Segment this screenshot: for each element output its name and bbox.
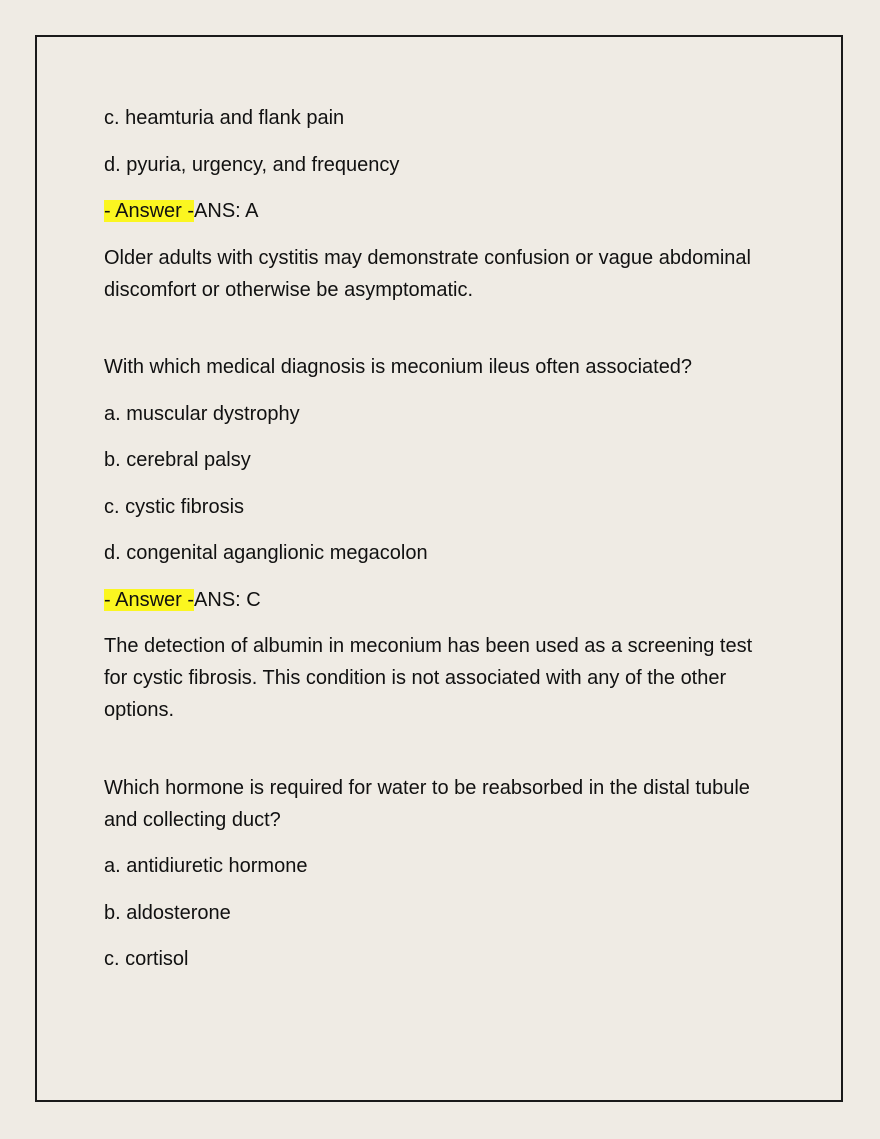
spacer [104, 320, 774, 351]
q3-option-c: c. cortisol [104, 948, 189, 970]
document-content [104, 102, 774, 990]
q2-option-c: c. cystic fibrosis [104, 495, 245, 518]
q1-rationale: Older adults with cystitis may demonstrate confusion or vague abdominal discomfort or otherwise be asymptomatic. [104, 246, 751, 301]
q2-option-d: d. congenital aganglionic megacolon [104, 542, 428, 564]
q1-option-c: c. heamturia and flank pain [104, 107, 345, 129]
q3-option-a: a. antidiuretic hormone [104, 855, 308, 877]
q2-question: With which medical diagnosis is meconium ileus often associated? [104, 356, 693, 378]
q2-rationale: The detection of albumin in meconium has been used as a screening test for cystic fibrosis. This condition is not associated with any of the other options. [104, 635, 753, 721]
q3-question: Which hormone is required for water to be reabsorbed in the distal tubule and collecting duct? [104, 776, 750, 831]
q3-option-b: b. aldosterone [104, 901, 231, 924]
answer-highlight: - Answer - [104, 200, 195, 222]
answer-value: ANS: C [194, 588, 261, 611]
q1-option-d: d. pyuria, urgency, and frequency [104, 153, 400, 176]
q2-option-b: b. cerebral palsy [104, 449, 251, 471]
q1-answer [104, 195, 774, 227]
q2-option-a: a. muscular dystrophy [104, 402, 300, 425]
answer-highlight: - Answer - [104, 588, 195, 611]
spacer [104, 741, 774, 772]
answer-value: ANS: A [194, 200, 259, 222]
q2-answer [104, 584, 774, 616]
